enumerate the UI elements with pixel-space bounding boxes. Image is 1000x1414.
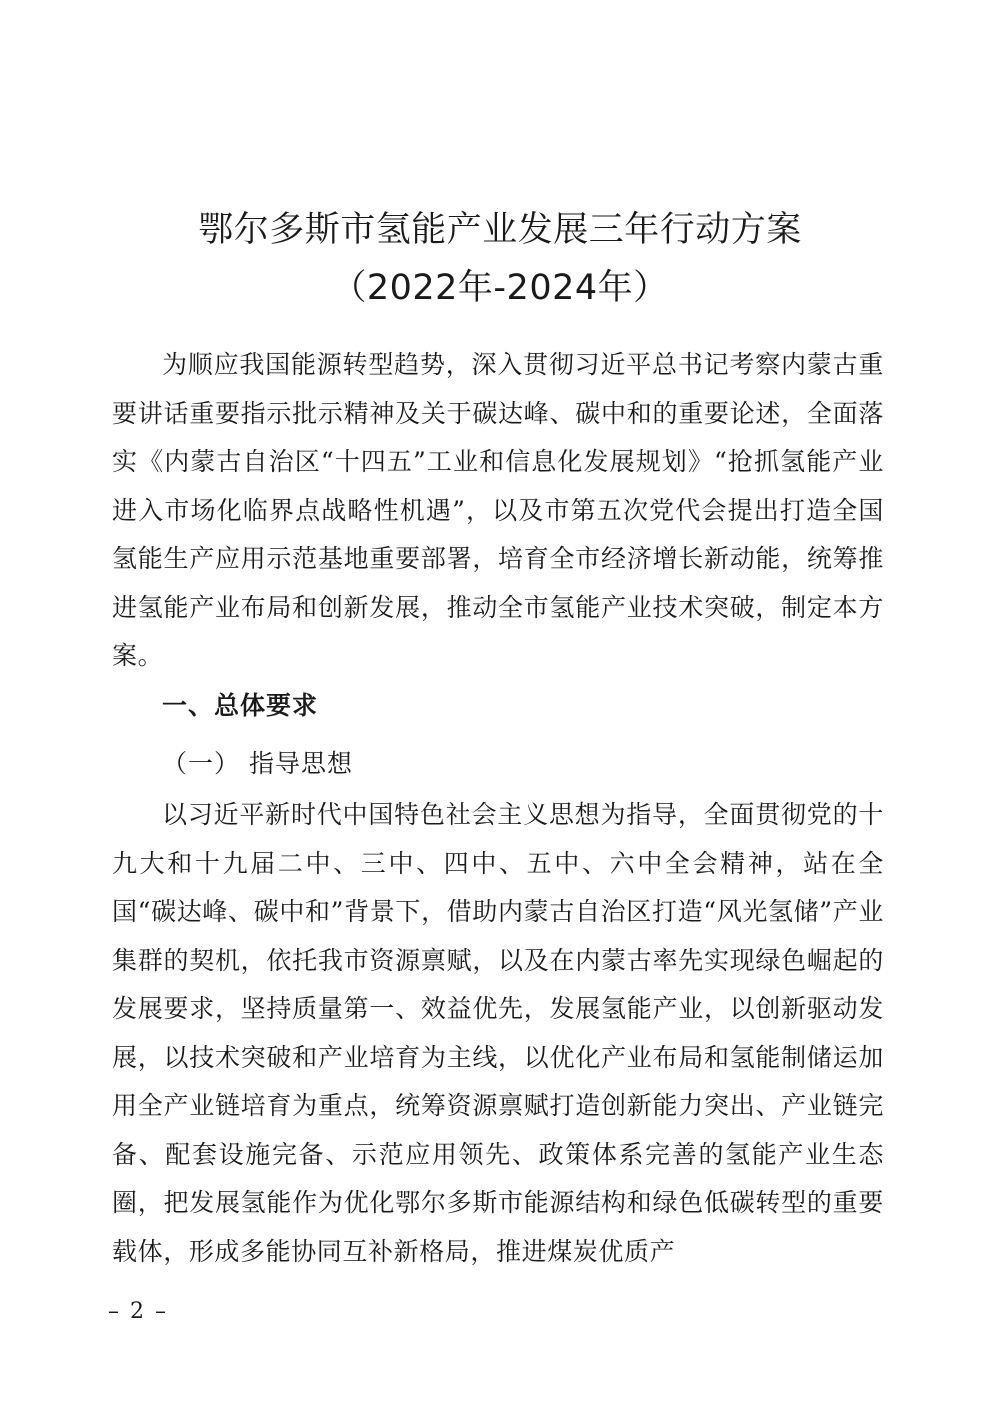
guiding-ideology-paragraph: 以习近平新时代中国特色社会主义思想为指导，全面贯彻党的十九大和十九届二中、三中、四中、五中、六中全会精神，站在全国“碳达峰、碳中和”背景下，借助内蒙古自治区打造“风光氢储”产业集群的契机，依托我市资源禀赋，以及在内蒙古率先实现绿色崛起的发展要求，坚持质量第一、效益优先，发展氢能产业，以创新驱动发展，以技术突破和产业培育为主线，以优化产业布局和氢能制储运加用全产业链培育为重点，统筹资源禀赋打造创新能力突出、产业链完备、配套设施完备、示范应用领先、政策体系完善的氢能产业生态圈，把发展氢能作为优化鄂尔多斯市能源结构和绿色低碳转型的重要载体，形成多能协同互补新格局，推进煤炭优质产 bbox=[112, 800, 884, 1266]
document-title-line1: 鄂尔多斯市氢能产业发展三年行动方案 bbox=[198, 210, 802, 250]
section-heading-general-requirements: 一、总体要求 bbox=[162, 691, 319, 720]
page-number: – 2 – bbox=[108, 1299, 168, 1324]
document-title-line2: （2022年-2024年） bbox=[331, 268, 669, 308]
intro-paragraph: 为顺应我国能源转型趋势，深入贯彻习近平总书记考察内蒙古重要讲话重要指示批示精神及关于碳达峰、碳中和的重要论述，全面落实《内蒙古自治区“十四五”工业和信息化发展规划》“抢抓氢能产业进入市场化临界点战略性机遇”，以及市第五次党代会提出打造全国氢能生产应用示范基地重要部署，培育全市经济增长新动能，统筹推进氢能产业布局和创新发展，推动全市氢能产业技术突破，制定本方案。 bbox=[112, 350, 884, 670]
subsection-heading-guiding-ideology: （一） 指导思想 bbox=[162, 749, 353, 778]
